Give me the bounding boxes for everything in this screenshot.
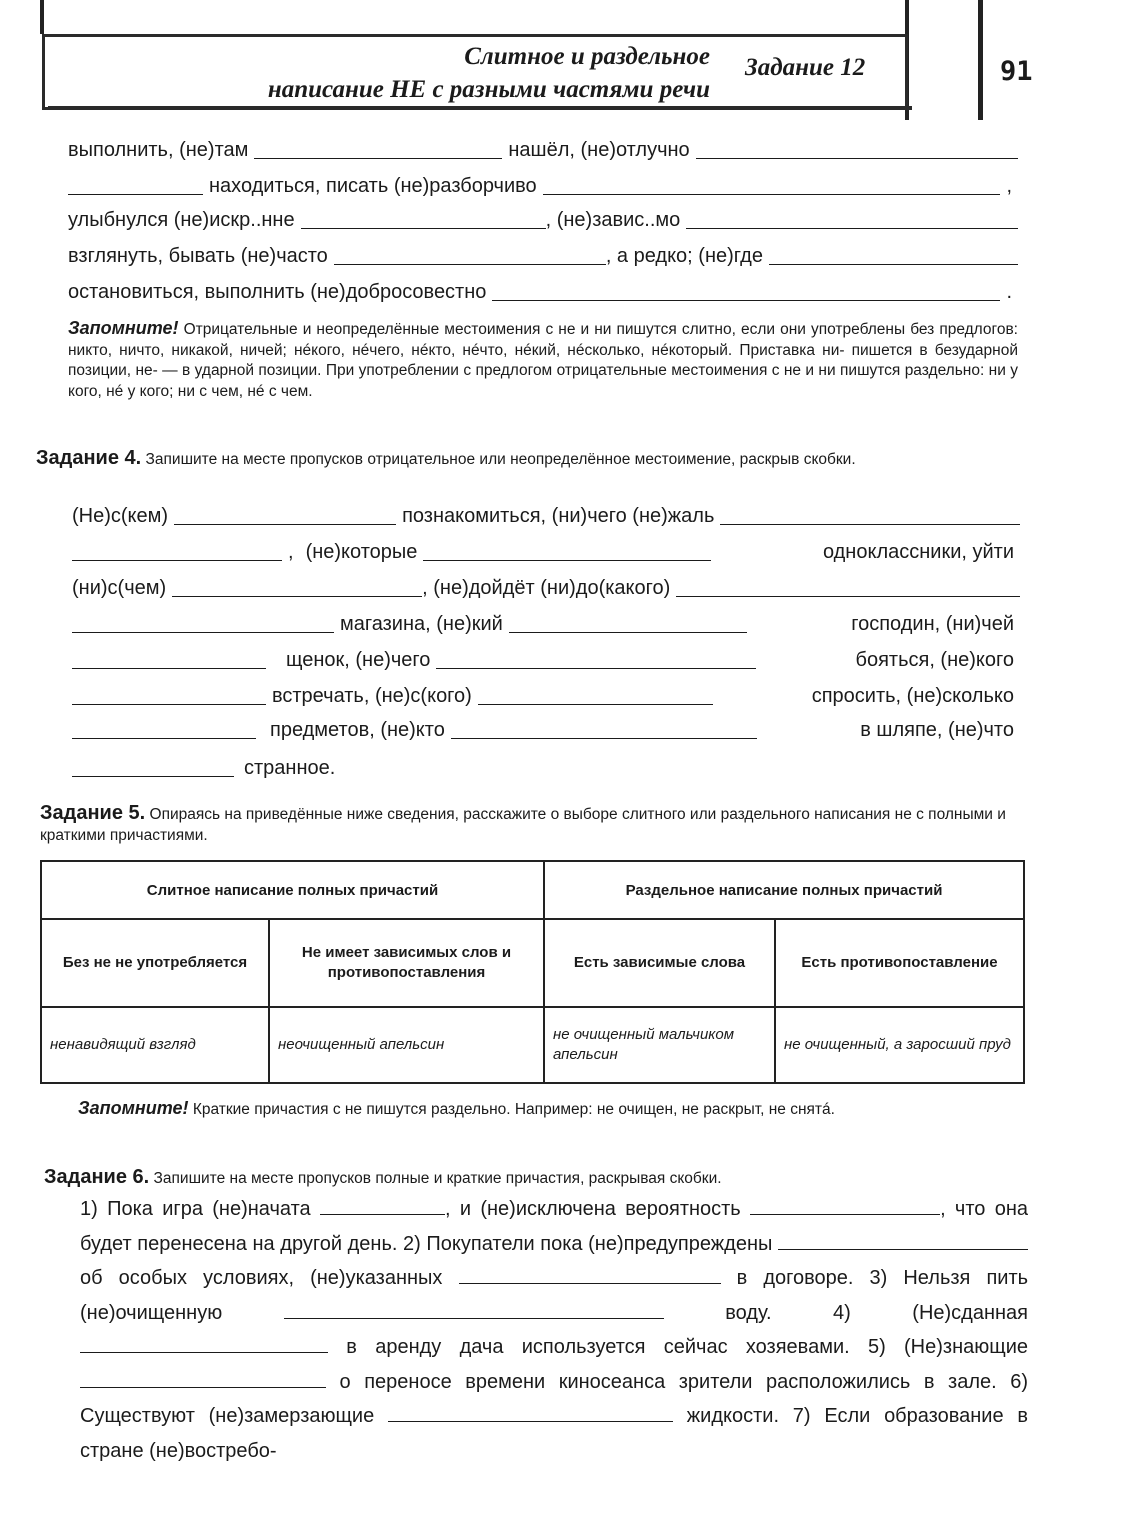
answer-blank[interactable] — [676, 596, 1020, 597]
answer-blank[interactable] — [509, 632, 747, 633]
task5-label: Задание 5. — [40, 802, 146, 824]
answer-blank[interactable] — [388, 1403, 673, 1422]
answer-blank[interactable] — [769, 264, 1018, 265]
task6-label: Задание 6. — [44, 1166, 150, 1188]
answer-blank[interactable] — [478, 704, 713, 705]
participle-rules-table — [40, 860, 1025, 1084]
table-subheader: Без не не употребляется — [41, 919, 269, 1007]
answer-blank[interactable] — [284, 1300, 664, 1319]
answer-blank[interactable] — [334, 264, 606, 265]
answer-blank[interactable] — [492, 300, 1000, 301]
answer-blank[interactable] — [72, 704, 266, 705]
answer-blank[interactable] — [68, 194, 203, 195]
task4-heading — [36, 448, 1020, 471]
exercise-top-line-3: улыбнулся (не)искр..нне , (не)завис..мо — [68, 206, 1018, 234]
header-box-shadow — [48, 106, 912, 110]
answer-blank[interactable] — [720, 524, 1020, 525]
answer-blank[interactable] — [174, 524, 396, 525]
answer-blank[interactable] — [80, 1334, 328, 1353]
page-right-rule — [978, 0, 983, 120]
answer-blank[interactable] — [686, 228, 1018, 229]
task4-line-1: (Не)с(кем) познакомиться, (ни)чего (не)жаль — [72, 502, 1020, 530]
task4-line-8: странное. — [72, 754, 1020, 782]
table-group-header: Раздельное написание полных причастий — [544, 861, 1024, 919]
note-label: Запомните! — [68, 318, 179, 338]
answer-blank[interactable] — [172, 596, 422, 597]
task6-text: 1) Пока игра (не)начата , и (не)исключена вероятность , что она будет перенесена на другой день. 2) Покупатели пока (не)предупреждены об особых условиях, (не)указанных в договоре. 3) Нельзя пить (не)очищенную воду. 4) (Не)сданная в аренду дача используется сейчас хозяевами. 5) (Не)знающие о переносе времени киносеанса зрители расположились в зале. 6) Существуют (не)замерзающие жидкости. 7) Если образование в стране (не)востребо- — [80, 1198, 1029, 1462]
answer-blank[interactable] — [254, 158, 502, 159]
note-text: Отрицательные и неопределённые местоимения с не и ни пишутся слитно, если они употреблены без предлогов: никто, ничто, никакой, ничей; нéкого, нéчего, нéкто, нéчто, нéкий, нéсколько, нéкоторый. Приставка ни- пишется в безударной позиции, не- — в ударной позиции. При употреблении с предлогом отрицательные местоимения с не и ни пишутся раздельно: ни у кого, нé у кого; ни с чем, нé с чем. — [68, 321, 1018, 400]
note-remember-short-participles — [78, 1098, 1026, 1121]
page-number: 91 — [1000, 56, 1033, 87]
task5-instruction: Опираясь на приведённые ниже сведения, расскажите о выборе слитного или раздельного написания не с полными и краткими причастиями. — [40, 806, 1006, 844]
answer-blank[interactable] — [451, 738, 757, 739]
task4-line-2: , (не)которые одноклассники, уйти — [72, 538, 1020, 566]
note-label: Запомните! — [78, 1098, 189, 1118]
answer-blank[interactable] — [72, 668, 266, 669]
answer-blank[interactable] — [301, 228, 546, 229]
task4-line-4: магазина, (не)кий господин, (ни)чей — [72, 610, 1020, 638]
answer-blank[interactable] — [696, 158, 1018, 159]
answer-blank[interactable] — [459, 1265, 721, 1284]
answer-blank[interactable] — [543, 194, 1001, 195]
task5-heading — [40, 803, 1022, 846]
task4-line-5: щенок, (не)чего бояться, (не)кого — [72, 646, 1020, 674]
answer-blank[interactable] — [72, 632, 334, 633]
task4-line-3: (ни)с(чем) , (не)дойдёт (ни)до(какого) — [72, 574, 1020, 602]
answer-blank[interactable] — [778, 1231, 1028, 1250]
table-example: не очищенный, а заросший пруд — [775, 1007, 1024, 1083]
answer-blank[interactable] — [320, 1196, 445, 1215]
note-text: Краткие причастия с не пишутся раздельно. Например: не очищен, не раскрыт, не снятá. — [192, 1101, 835, 1118]
table-example: ненавидящий взгляд — [41, 1007, 269, 1083]
exercise-top-line-2: находиться, писать (не)разборчиво , — [68, 172, 1018, 200]
exercise-top-line-5: остановиться, выполнить (не)добросовестно . — [68, 281, 1012, 303]
table-subheader: Не имеет зависимых слов и противопоставления — [269, 919, 544, 1007]
answer-blank[interactable] — [80, 1369, 326, 1388]
table-example: не очищенный мальчиком апельсин — [544, 1007, 775, 1083]
table-subheader: Есть зависимые слова — [544, 919, 775, 1007]
answer-blank[interactable] — [72, 776, 234, 777]
task4-label: Задание 4. — [36, 447, 142, 469]
task4-line-6: встречать, (не)с(кого) спросить, (не)сколько — [72, 682, 1020, 710]
task6-instruction: Запишите на месте пропусков полные и краткие причастия, раскрывая скобки. — [153, 1170, 722, 1187]
table-example: неочищенный апельсин — [269, 1007, 544, 1083]
task4-instruction: Запишите на месте пропусков отрицательное или неопределённое местоимение, раскрыв скобки. — [145, 451, 856, 468]
table-subheader: Есть противопоставление — [775, 919, 1024, 1007]
task6-heading — [44, 1167, 1024, 1190]
header-title-line2: написание НЕ с разными частями речи — [267, 76, 710, 103]
note-remember-pronouns — [68, 318, 1018, 402]
page-left-rule — [40, 0, 44, 34]
answer-blank[interactable] — [750, 1196, 940, 1215]
task4-line-7: предметов, (не)кто в шляпе, (не)что — [72, 716, 1020, 744]
header-title-line1: Слитное и раздельное — [464, 43, 710, 70]
table-group-header: Слитное написание полных причастий — [41, 861, 544, 919]
answer-blank[interactable] — [72, 560, 282, 561]
header-title — [150, 40, 710, 106]
header-task-label: Задание 12 — [745, 54, 866, 81]
answer-blank[interactable] — [436, 668, 756, 669]
exercise-top-line-4: взглянуть, бывать (не)часто , а редко; (не)где — [68, 242, 1018, 270]
exercise-top-line-1: выполнить, (не)там нашёл, (не)отлучно — [68, 136, 1018, 164]
answer-blank[interactable] — [72, 738, 256, 739]
answer-blank[interactable] — [423, 560, 711, 561]
